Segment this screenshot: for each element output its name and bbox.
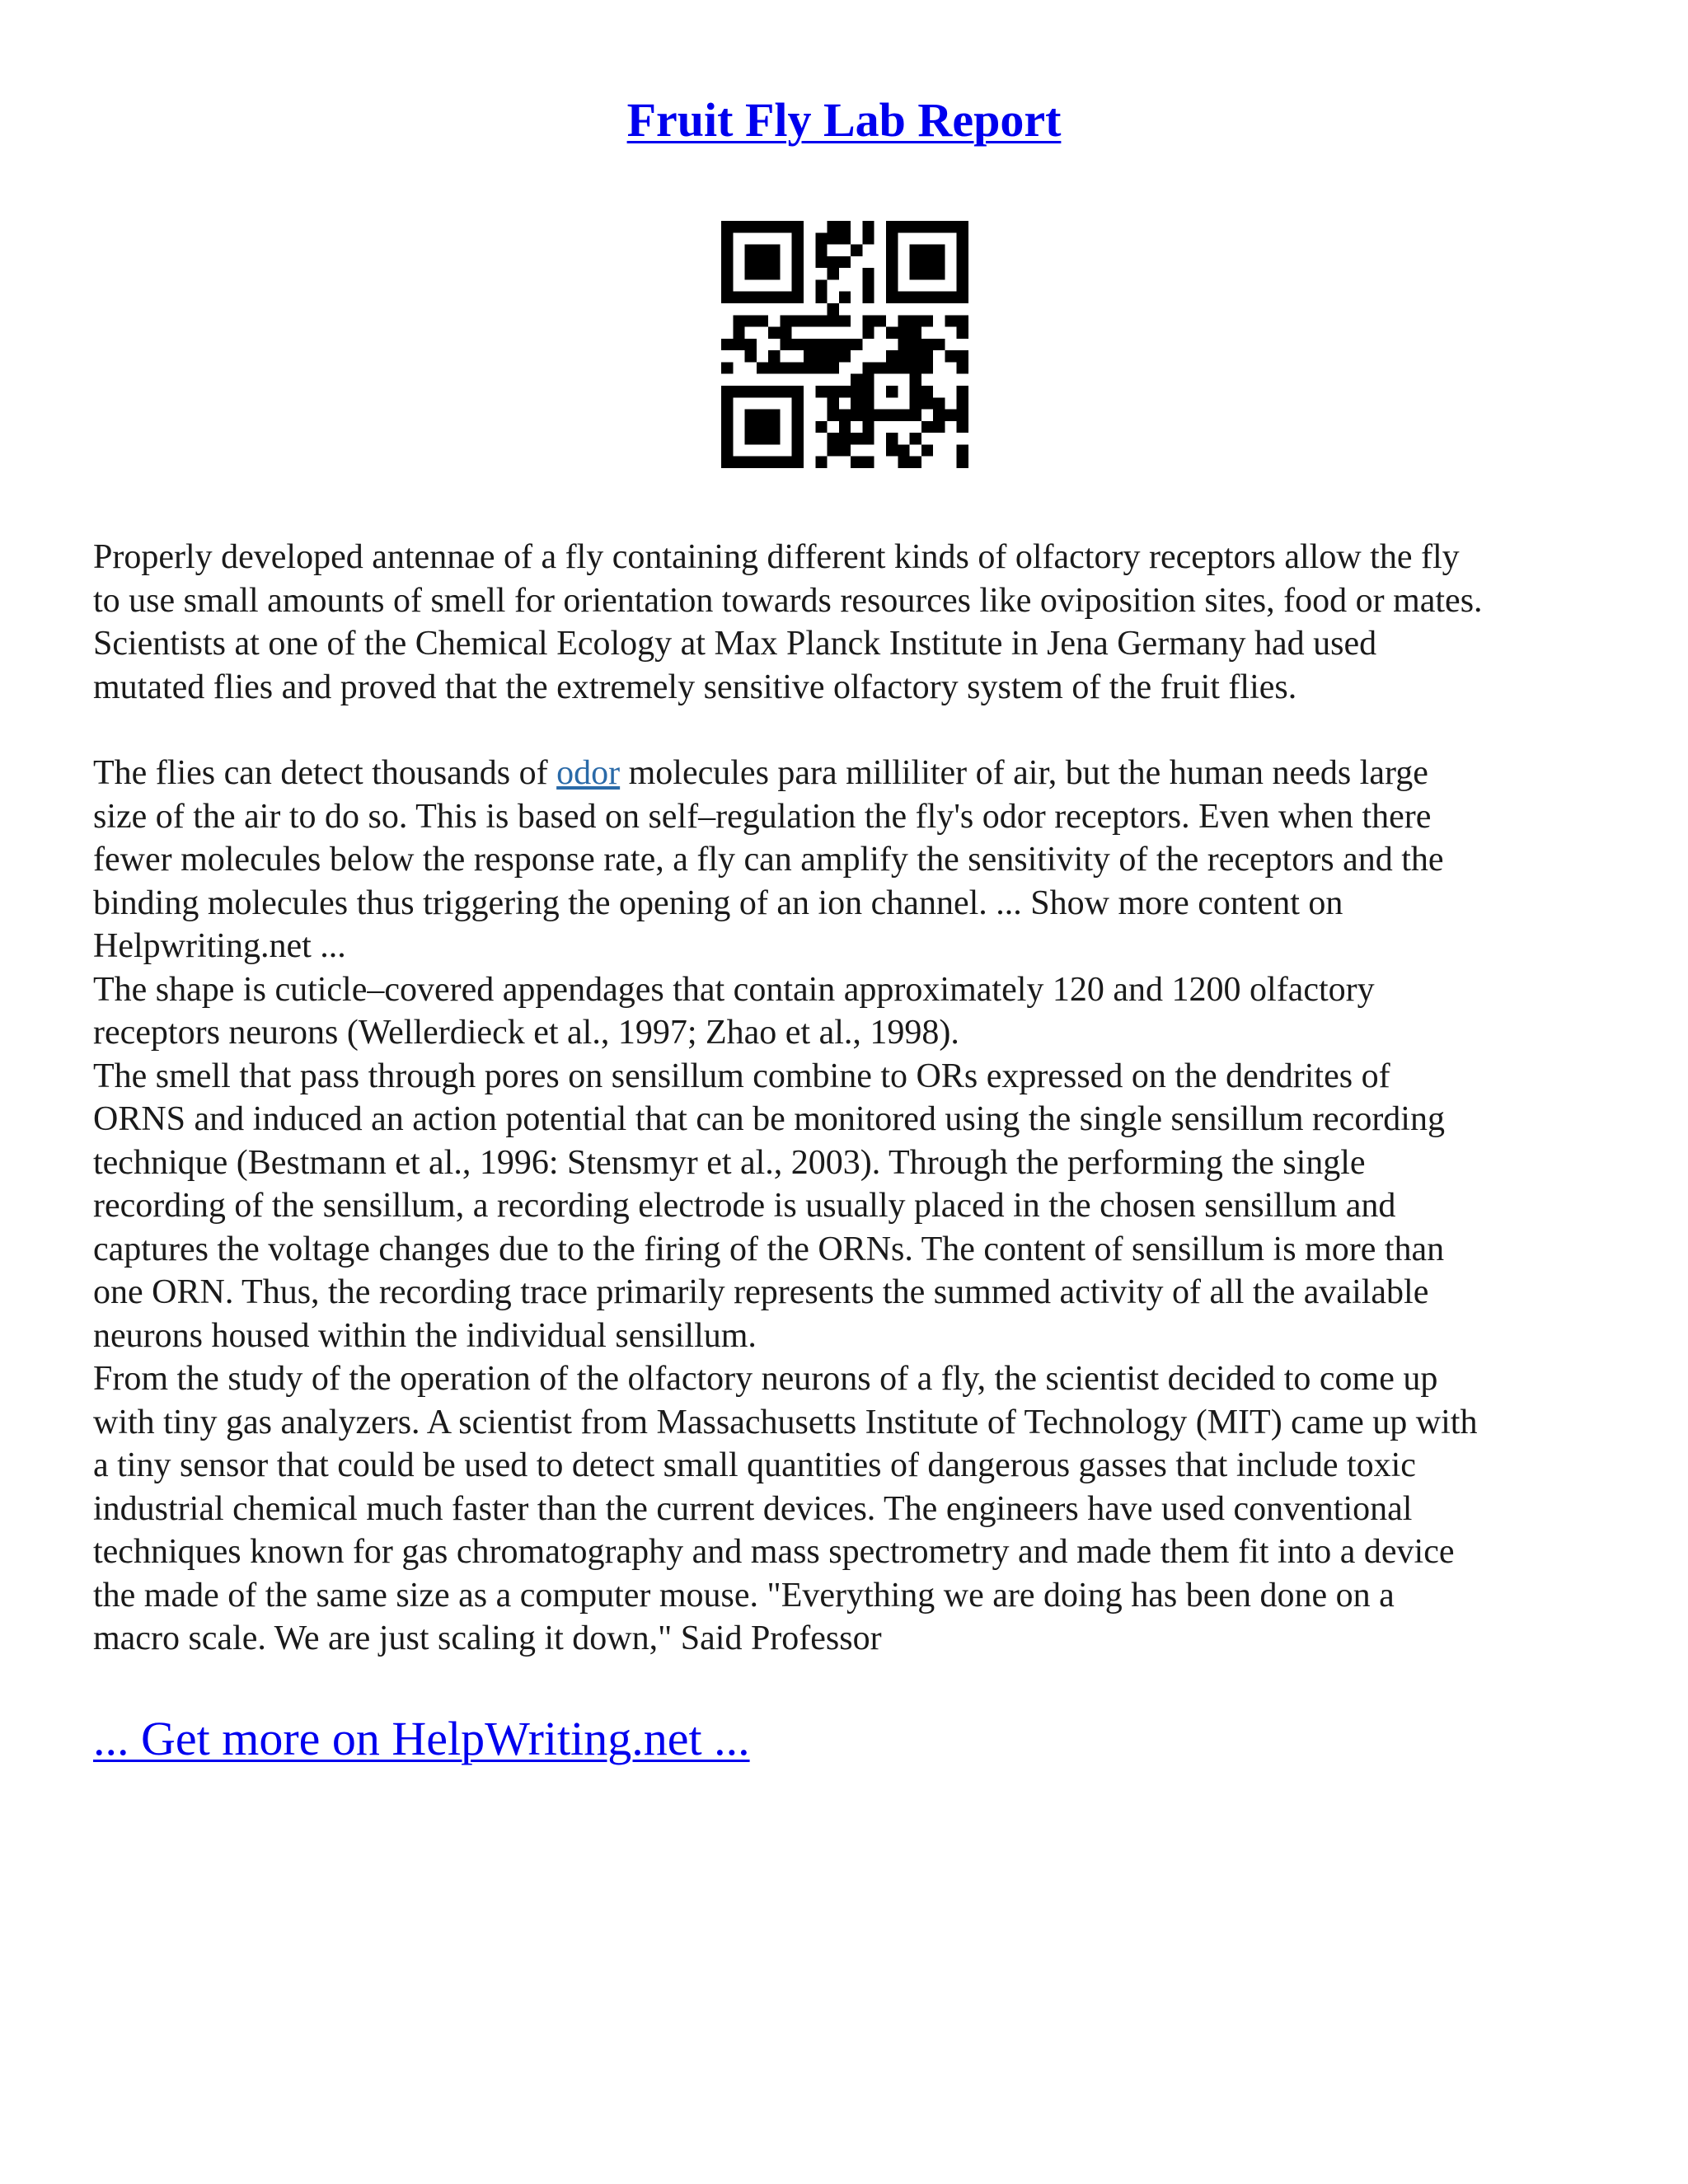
text-span: The flies can detect thousands of — [93, 754, 557, 792]
qr-module — [957, 350, 968, 362]
qr-module — [898, 350, 909, 362]
qr-module — [933, 245, 945, 256]
qr-module — [768, 221, 780, 232]
qr-module — [886, 327, 898, 339]
qr-module — [815, 279, 827, 291]
qr-module — [721, 268, 733, 279]
qr-module — [886, 279, 898, 291]
qr-module — [862, 232, 874, 244]
qr-module — [910, 256, 921, 268]
qr-module — [933, 256, 945, 268]
qr-module — [886, 245, 898, 256]
qr-module — [721, 279, 733, 291]
qr-module — [921, 292, 933, 303]
qr-module — [898, 221, 909, 232]
qr-module — [910, 397, 921, 409]
get-more-link[interactable]: ... Get more on HelpWriting.net ... — [93, 1712, 750, 1765]
qr-module — [745, 386, 757, 397]
qr-module — [757, 433, 768, 444]
qr-module — [862, 433, 874, 444]
qr-module — [886, 292, 898, 303]
qr-module — [957, 279, 968, 291]
qr-module — [874, 315, 886, 326]
qr-module — [933, 292, 945, 303]
qr-module — [851, 374, 862, 386]
qr-module — [886, 268, 898, 279]
qr-module — [921, 245, 933, 256]
qr-module — [780, 327, 791, 339]
qr-module — [828, 339, 839, 350]
qr-module — [862, 362, 874, 373]
qr-module — [851, 339, 862, 350]
qr-module — [921, 339, 933, 350]
odor-link[interactable]: odor — [556, 754, 621, 792]
qr-module — [839, 339, 851, 350]
qr-module — [910, 315, 921, 326]
qr-module — [745, 292, 757, 303]
qr-module — [957, 221, 968, 232]
qr-module — [792, 221, 804, 232]
text-line: with tiny gas analyzers. A scientist from Massachusetts Institute of Technology (MIT) came up with — [93, 1403, 1478, 1441]
qr-module — [768, 362, 780, 373]
qr-module — [945, 410, 956, 421]
qr-module — [828, 410, 839, 421]
qr-module — [792, 421, 804, 433]
qr-module — [828, 433, 839, 444]
qr-module — [839, 410, 851, 421]
qr-module — [757, 292, 768, 303]
qr-module — [745, 421, 757, 433]
qr-module — [757, 268, 768, 279]
qr-module — [945, 315, 956, 326]
qr-module — [898, 315, 909, 326]
qr-module — [933, 410, 945, 421]
qr-module — [828, 221, 839, 232]
qr-module — [815, 315, 827, 326]
text-line: recording of the sensillum, a recording electrode is usually placed in the chosen sensillum and — [93, 1187, 1396, 1225]
qr-module — [815, 457, 827, 468]
qr-module — [745, 268, 757, 279]
qr-module — [886, 350, 898, 362]
qr-module — [745, 410, 757, 421]
qr-module — [828, 256, 839, 268]
qr-module — [792, 397, 804, 409]
qr-module — [851, 397, 862, 409]
qr-module — [910, 221, 921, 232]
qr-module — [957, 232, 968, 244]
qr-module — [886, 362, 898, 373]
qr-module — [768, 433, 780, 444]
qr-module — [733, 339, 744, 350]
qr-module — [804, 362, 815, 373]
qr-module — [780, 339, 791, 350]
qr-module — [780, 292, 791, 303]
qr-module — [792, 245, 804, 256]
qr-module — [910, 433, 921, 444]
qr-module — [862, 374, 874, 386]
qr-module — [957, 315, 968, 326]
qr-module — [721, 433, 733, 444]
qr-module — [933, 268, 945, 279]
qr-module — [745, 350, 757, 362]
qr-module — [745, 339, 757, 350]
qr-module — [886, 386, 898, 397]
qr-module — [768, 245, 780, 256]
qr-module — [828, 315, 839, 326]
qr-module — [886, 410, 898, 421]
text-line: receptors neurons (Wellerdieck et al., 1997; Zhao et al., 1998). — [93, 1014, 959, 1052]
qr-module — [721, 256, 733, 268]
qr-module — [792, 362, 804, 373]
qr-module — [815, 232, 827, 244]
qr-module — [768, 457, 780, 468]
qr-module — [851, 386, 862, 397]
qr-module — [886, 232, 898, 244]
qr-module — [792, 433, 804, 444]
qr-module — [815, 362, 827, 373]
qr-module — [862, 315, 874, 326]
qr-module — [733, 221, 744, 232]
qr-module — [933, 421, 945, 433]
qr-module — [780, 315, 791, 326]
qr-module — [945, 350, 956, 362]
qr-module — [804, 315, 815, 326]
qr-module — [721, 221, 733, 232]
qr-module — [757, 421, 768, 433]
qr-module — [862, 279, 874, 291]
qr-module — [886, 444, 898, 456]
qr-module — [910, 362, 921, 373]
qr-module — [839, 232, 851, 244]
qr-module — [745, 256, 757, 268]
qr-module — [921, 256, 933, 268]
article-body — [93, 536, 1601, 1661]
qr-module — [862, 268, 874, 279]
qr-module — [721, 362, 733, 373]
qr-module — [921, 350, 933, 362]
qr-module — [921, 444, 933, 456]
qr-module — [792, 444, 804, 456]
qr-module — [933, 397, 945, 409]
qr-module — [957, 256, 968, 268]
get-more-link-container — [93, 1710, 750, 1768]
qr-module — [792, 386, 804, 397]
text-line: The shape is cuticle–covered appendages that contain approximately 120 and 1200 olfactory — [93, 970, 1375, 1009]
qr-module — [721, 339, 733, 350]
qr-module — [898, 339, 909, 350]
qr-module — [828, 362, 839, 373]
qr-module — [733, 292, 744, 303]
qr-module — [745, 221, 757, 232]
qr-module — [862, 327, 874, 339]
qr-code-icon — [721, 221, 968, 468]
qr-module — [862, 386, 874, 397]
qr-module — [815, 339, 827, 350]
qr-module — [898, 410, 909, 421]
qr-module — [886, 433, 898, 444]
qr-module — [839, 256, 851, 268]
qr-module — [910, 327, 921, 339]
text-line: industrial chemical much faster than the current devices. The engineers have used conventional — [93, 1489, 1413, 1528]
qr-module — [828, 232, 839, 244]
text-line: The smell that pass through pores on sensillum combine to ORs expressed on the dendrites of — [93, 1057, 1390, 1095]
text-line: Scientists at one of the Chemical Ecology at Max Planck Institute in Jena Germany had used — [93, 625, 1377, 663]
qr-module — [815, 256, 827, 268]
text-line: macro scale. We are just scaling it down," Said Professor — [93, 1619, 882, 1657]
qr-module — [862, 410, 874, 421]
qr-module — [828, 268, 839, 279]
qr-module — [721, 292, 733, 303]
qr-module — [721, 245, 733, 256]
qr-module — [839, 433, 851, 444]
text-line: to use small amounts of smell for orientation towards resources like oviposition sites, food or mates. — [93, 581, 1483, 620]
qr-module — [957, 410, 968, 421]
qr-module — [780, 457, 791, 468]
qr-module — [851, 410, 862, 421]
qr-module — [721, 421, 733, 433]
qr-module — [828, 303, 839, 315]
qr-module — [757, 410, 768, 421]
qr-module — [957, 327, 968, 339]
page-title — [0, 89, 1688, 152]
text-line: mutated flies and proved that the extremely sensitive olfactory system of the fruit flies. — [93, 668, 1297, 706]
qr-module — [886, 221, 898, 232]
text-line: ORNS and induced an action potential that can be monitored using the single sensillum recording — [93, 1100, 1445, 1138]
text-line: From the study of the operation of the olfactory neurons of a fly, the scientist decided to come up — [93, 1360, 1438, 1398]
qr-module — [910, 292, 921, 303]
qr-module — [721, 457, 733, 468]
qr-module — [851, 457, 862, 468]
text-line: one ORN. Thus, the recording trace primarily represents the summed activity of all the available — [93, 1273, 1429, 1311]
qr-module — [721, 397, 733, 409]
qr-module — [910, 410, 921, 421]
qr-module — [910, 457, 921, 468]
text-line: Helpwriting.net ... — [93, 927, 346, 965]
qr-module — [898, 457, 909, 468]
qr-module — [780, 221, 791, 232]
qr-module — [745, 433, 757, 444]
qr-module — [945, 292, 956, 303]
qr-module — [768, 268, 780, 279]
qr-module — [792, 268, 804, 279]
qr-module — [815, 421, 827, 433]
qr-module — [957, 421, 968, 433]
qr-module — [898, 362, 909, 373]
qr-module — [957, 397, 968, 409]
qr-module — [851, 433, 862, 444]
qr-module — [721, 232, 733, 244]
qr-module — [874, 362, 886, 373]
qr-module — [910, 374, 921, 386]
qr-module — [815, 350, 827, 362]
qr-module — [921, 268, 933, 279]
qr-module — [898, 327, 909, 339]
text-line: the made of the same size as a computer mouse. "Everything we are doing has been done on a — [93, 1576, 1395, 1615]
qr-module — [780, 386, 791, 397]
qr-module — [957, 457, 968, 468]
qr-module — [839, 221, 851, 232]
text-line: technique (Bestmann et al., 1996: Stensmyr et al., 2003). Through the performing the single — [93, 1143, 1366, 1182]
qr-module — [862, 221, 874, 232]
qr-module — [886, 256, 898, 268]
qr-module — [910, 268, 921, 279]
qr-module — [898, 444, 909, 456]
qr-module — [874, 410, 886, 421]
qr-module — [957, 444, 968, 456]
qr-module — [792, 457, 804, 468]
qr-module — [757, 315, 768, 326]
qr-module — [957, 362, 968, 373]
qr-module — [945, 221, 956, 232]
qr-module — [733, 315, 744, 326]
qr-module — [898, 292, 909, 303]
qr-module — [792, 256, 804, 268]
qr-module — [839, 444, 851, 456]
qr-module — [768, 327, 780, 339]
qr-module — [828, 386, 839, 397]
qr-module — [757, 221, 768, 232]
qr-module — [757, 245, 768, 256]
qr-module — [910, 339, 921, 350]
qr-module — [839, 386, 851, 397]
qr-module — [804, 339, 815, 350]
qr-module — [862, 292, 874, 303]
qr-module — [792, 279, 804, 291]
qr-module — [733, 327, 744, 339]
text-line: fewer molecules below the response rate, a fly can amplify the sensitivity of the receptors and the — [93, 841, 1444, 879]
text-line: techniques known for gas chromatography and mass spectrometry and made them fit into a device — [93, 1533, 1455, 1571]
qr-module — [792, 339, 804, 350]
qr-module — [733, 457, 744, 468]
qr-module — [921, 221, 933, 232]
qr-module — [921, 421, 933, 433]
qr-module — [828, 444, 839, 456]
qr-module — [733, 386, 744, 397]
qr-module — [839, 292, 851, 303]
qr-module — [815, 245, 827, 256]
text-span: molecules para milliliter of air, but the human needs large — [620, 754, 1428, 792]
qr-module — [957, 386, 968, 397]
qr-module — [780, 362, 791, 373]
qr-module — [721, 386, 733, 397]
qr-module — [910, 350, 921, 362]
qr-module — [792, 232, 804, 244]
text-line: captures the voltage changes due to the firing of the ORNs. The content of sensillum is more than — [93, 1230, 1445, 1268]
qr-module — [757, 457, 768, 468]
qr-module — [851, 245, 862, 256]
qr-module — [757, 362, 768, 373]
qr-module — [768, 350, 780, 362]
qr-module — [721, 410, 733, 421]
qr-module — [745, 315, 757, 326]
qr-module — [804, 350, 815, 362]
qr-module — [921, 397, 933, 409]
qr-module — [792, 315, 804, 326]
qr-module — [921, 362, 933, 373]
qr-module — [768, 256, 780, 268]
text-line: binding molecules thus triggering the opening of an ion channel. ... Show more content on — [93, 883, 1343, 922]
qr-module — [757, 256, 768, 268]
text-line — [93, 752, 1601, 795]
qr-module — [862, 397, 874, 409]
qr-module — [839, 350, 851, 362]
text-line: a tiny sensor that could be used to detect small quantities of dangerous gasses that include toxic — [93, 1446, 1416, 1484]
title-link[interactable]: Fruit Fly Lab Report — [626, 93, 1062, 147]
qr-module — [721, 444, 733, 456]
text-line: size of the air to do so. This is based on self–regulation the fly's odor receptors. Even when there — [93, 797, 1432, 836]
qr-module — [862, 421, 874, 433]
qr-module — [768, 410, 780, 421]
qr-module — [839, 421, 851, 433]
qr-module — [792, 292, 804, 303]
qr-module — [745, 245, 757, 256]
qr-module — [957, 245, 968, 256]
qr-module — [815, 386, 827, 397]
qr-module — [768, 292, 780, 303]
qr-module — [933, 339, 945, 350]
qr-module — [768, 386, 780, 397]
qr-module — [828, 397, 839, 409]
text-line: Properly developed antennae of a fly containing different kinds of olfactory receptors allow the fly — [93, 538, 1460, 576]
qr-module — [757, 386, 768, 397]
qr-module — [910, 386, 921, 397]
qr-module — [921, 386, 933, 397]
text-line: neurons housed within the individual sensillum. — [93, 1316, 757, 1355]
qr-module — [815, 292, 827, 303]
qr-module — [933, 221, 945, 232]
qr-module — [768, 421, 780, 433]
qr-module — [792, 410, 804, 421]
qr-module — [957, 268, 968, 279]
qr-module — [910, 245, 921, 256]
qr-module — [828, 350, 839, 362]
qr-module — [957, 292, 968, 303]
qr-module — [862, 457, 874, 468]
qr-module — [745, 457, 757, 468]
qr-module — [921, 315, 933, 326]
paragraph-gap — [93, 709, 1601, 752]
qr-module — [839, 315, 851, 326]
